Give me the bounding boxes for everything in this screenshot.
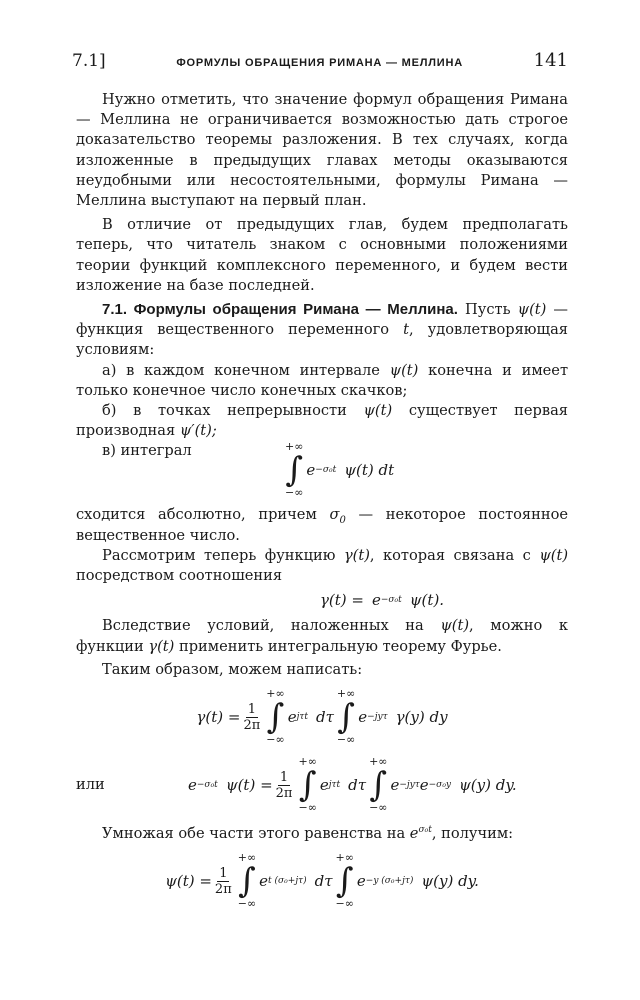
fraction-numerator: 1 bbox=[219, 865, 228, 881]
text-fragment: Вследствие условий, наложенных на bbox=[102, 617, 424, 635]
lower-limit: −∞ bbox=[237, 897, 257, 911]
math-psi-t: ψ(t) bbox=[440, 617, 470, 635]
math-lhs: γ(t) = bbox=[196, 707, 241, 726]
text-fragment: б) в точках непрерывности bbox=[102, 402, 347, 420]
text-fragment: сходится абсолютно, причем bbox=[76, 506, 317, 524]
integral-symbol: ∫ bbox=[335, 861, 354, 902]
integral-sign bbox=[238, 852, 256, 910]
running-header bbox=[72, 50, 568, 74]
math-e: e bbox=[371, 591, 381, 610]
math-e: e bbox=[188, 775, 197, 794]
lower-limit: −∞ bbox=[298, 801, 317, 815]
integral-sign bbox=[337, 688, 355, 746]
condition-a bbox=[76, 361, 568, 401]
integral-condition-formula: +∞ ∫ −∞ e −σ₀t ψ(t) dt bbox=[285, 440, 395, 500]
text-fragment: — некоторое постоянное вещественное число. bbox=[76, 506, 569, 544]
math-e: e bbox=[358, 707, 368, 726]
math-psi-t: ψ(t) bbox=[517, 301, 547, 319]
math-sigma0: $\sigma_0$ bbox=[329, 506, 346, 527]
lower-limit: −∞ bbox=[335, 897, 354, 911]
integral-symbol: ∫ bbox=[337, 697, 355, 738]
text-fragment: посредством соотношения bbox=[76, 567, 283, 585]
fraction-numerator: 1 bbox=[247, 701, 257, 717]
math-integrand-tail: ψ(y) dy. bbox=[459, 775, 517, 794]
section-heading: 7.1. Формулы обращения Римана — Меллина. bbox=[102, 301, 458, 319]
math-gamma-t: γ(t) bbox=[343, 546, 370, 564]
paragraph-multiply bbox=[76, 824, 568, 844]
header-section-number: 7.1] bbox=[72, 51, 106, 71]
integral-sign bbox=[336, 852, 354, 910]
upper-limit: +∞ bbox=[335, 851, 354, 865]
math-e: e bbox=[419, 775, 429, 794]
page-body bbox=[76, 90, 568, 920]
upper-limit: +∞ bbox=[369, 755, 388, 769]
formula-riemann-mellin: ψ(t) = $\frac{1}{2\pi}$ +∞ ∫ −∞ e t (σ₀+jτ) dτ +∞ ∫ −∞ e −y (σ₀+jτ) ψ(y) dy. bbox=[165, 851, 479, 911]
integral-sign bbox=[369, 756, 387, 814]
math-t: t bbox=[403, 321, 410, 339]
integral-sign bbox=[298, 756, 316, 814]
integral-sign bbox=[285, 441, 303, 499]
text-fragment: в) интеграл bbox=[102, 442, 192, 460]
integral-symbol: ∫ bbox=[266, 697, 285, 738]
paragraph-fourier bbox=[76, 616, 568, 656]
integral-sign bbox=[266, 688, 284, 746]
lower-limit: −∞ bbox=[369, 801, 388, 815]
math-e: e bbox=[306, 461, 316, 480]
upper-limit: +∞ bbox=[285, 440, 304, 454]
fraction-one-over-2pi bbox=[276, 770, 293, 801]
fraction-denominator: 2π bbox=[214, 881, 232, 897]
integral-symbol: ∫ bbox=[298, 765, 317, 806]
math-psi-prime: ψ′(t); bbox=[179, 422, 217, 440]
math-e: e bbox=[390, 775, 400, 794]
text-fragment: , удовлетворяющая условиям: bbox=[76, 321, 568, 359]
paragraph-converges bbox=[76, 505, 568, 545]
math-psi-t: ψ(t) bbox=[363, 402, 393, 420]
math-lhs: ψ(t) = bbox=[225, 775, 273, 794]
math-exponent: σ₀t bbox=[418, 825, 432, 836]
math-e: e bbox=[287, 707, 297, 726]
text-fragment: существует первая производная bbox=[76, 402, 568, 440]
math-e: e bbox=[319, 775, 329, 794]
fraction-denominator: 2π bbox=[243, 717, 261, 733]
paragraph-consider bbox=[76, 546, 568, 586]
math-dtau: dτ bbox=[315, 707, 334, 726]
fraction-one-over-2pi bbox=[243, 702, 260, 733]
paragraph-intro: Нужно отметить, что значение формул обращения Римана — Меллина не ограничивается возможностью дать строгое доказательство теоремы разложения. В тех случаях, когда изложенные в предыдущих главах методы оказываются неудобными или несостоятельными, формулы Римана — Меллина выступают на первый план. bbox=[76, 91, 568, 210]
math-psi-t: ψ(t) bbox=[389, 361, 419, 379]
condition-b bbox=[76, 401, 568, 441]
upper-limit: +∞ bbox=[237, 851, 257, 865]
lower-limit: −∞ bbox=[285, 486, 304, 500]
text-fragment: Рассмотрим теперь функцию bbox=[102, 546, 336, 564]
fraction-numerator: 1 bbox=[279, 769, 289, 785]
paragraph-thus: Таким образом, можем написать: bbox=[102, 660, 363, 678]
text-fragment: конечна и имеет только конечное число конечных скачков; bbox=[76, 361, 569, 399]
formula-fourier-psi: или e −σ₀t ψ(t) = $\frac{1}{2\pi}$ +∞ ∫ −∞ e jτt dτ +∞ ∫ −∞ e −jyτ e −σ₀y ψ(y) dy. bbox=[76, 755, 517, 815]
text-fragment: , получим: bbox=[431, 825, 514, 843]
math-e: e bbox=[409, 825, 419, 843]
math-e: e bbox=[356, 872, 366, 891]
text-or: или bbox=[76, 775, 105, 793]
header-chapter-title: ФОРМУЛЫ ОБРАЩЕНИЯ РИМАНА — МЕЛЛИНА bbox=[176, 57, 463, 69]
integral-symbol: ∫ bbox=[285, 450, 304, 491]
formula-fourier-gamma: γ(t) = $\frac{1}{2\pi}$ +∞ ∫ −∞ e jτt dτ +∞ ∫ −∞ e −jyτ γ(y) dy bbox=[196, 687, 448, 747]
lower-limit: −∞ bbox=[266, 733, 285, 747]
text-fragment: Пусть bbox=[465, 301, 511, 319]
upper-limit: +∞ bbox=[266, 687, 285, 701]
upper-limit: +∞ bbox=[336, 687, 356, 701]
math-lhs: ψ(t) = bbox=[165, 872, 212, 891]
math-dtau: dτ bbox=[314, 872, 333, 891]
math-gamma-t: γ(t) bbox=[148, 637, 175, 655]
integral-symbol: ∫ bbox=[369, 765, 388, 806]
math-psi-t: ψ(t) bbox=[539, 546, 569, 564]
page-number: 141 bbox=[533, 50, 568, 71]
math-integrand-tail: ψ(t) dt bbox=[344, 461, 395, 480]
math-integrand-tail: γ(y) dy bbox=[395, 707, 448, 726]
upper-limit: +∞ bbox=[298, 755, 317, 769]
text-fragment: , можно к функции bbox=[76, 617, 568, 655]
formula-relation: γ(t) = e −σ₀t ψ(t). bbox=[319, 591, 445, 610]
math-rhs-tail: ψ(t). bbox=[409, 591, 445, 610]
math-e: e bbox=[259, 872, 269, 891]
math-integrand-tail: ψ(y) dy. bbox=[421, 872, 479, 891]
paragraph-section-start bbox=[76, 300, 568, 361]
integral-symbol: ∫ bbox=[238, 861, 256, 902]
text-fragment: а) в каждом конечном интервале bbox=[102, 361, 380, 379]
text-fragment: — функция вещественного переменного bbox=[76, 301, 569, 339]
lower-limit: −∞ bbox=[336, 733, 356, 747]
text-fragment: Умножая обе части этого равенства на bbox=[102, 825, 406, 843]
text-fragment: , которая связана с bbox=[369, 546, 531, 564]
fraction-denominator: 2π bbox=[275, 785, 293, 801]
math-dtau: dτ bbox=[348, 775, 367, 794]
fraction-one-over-2pi bbox=[215, 866, 232, 897]
math-lhs: γ(t) = bbox=[319, 591, 364, 610]
paragraph-assumption: В отличие от предыдущих глав, будем предполагать теперь, что читатель знаком с основными положениями теории функций комплексного переменного, и будем вести изложение на базе последней. bbox=[76, 216, 568, 294]
condition-c bbox=[76, 441, 568, 499]
text-fragment: применить интегральную теорему Фурье. bbox=[178, 637, 502, 655]
